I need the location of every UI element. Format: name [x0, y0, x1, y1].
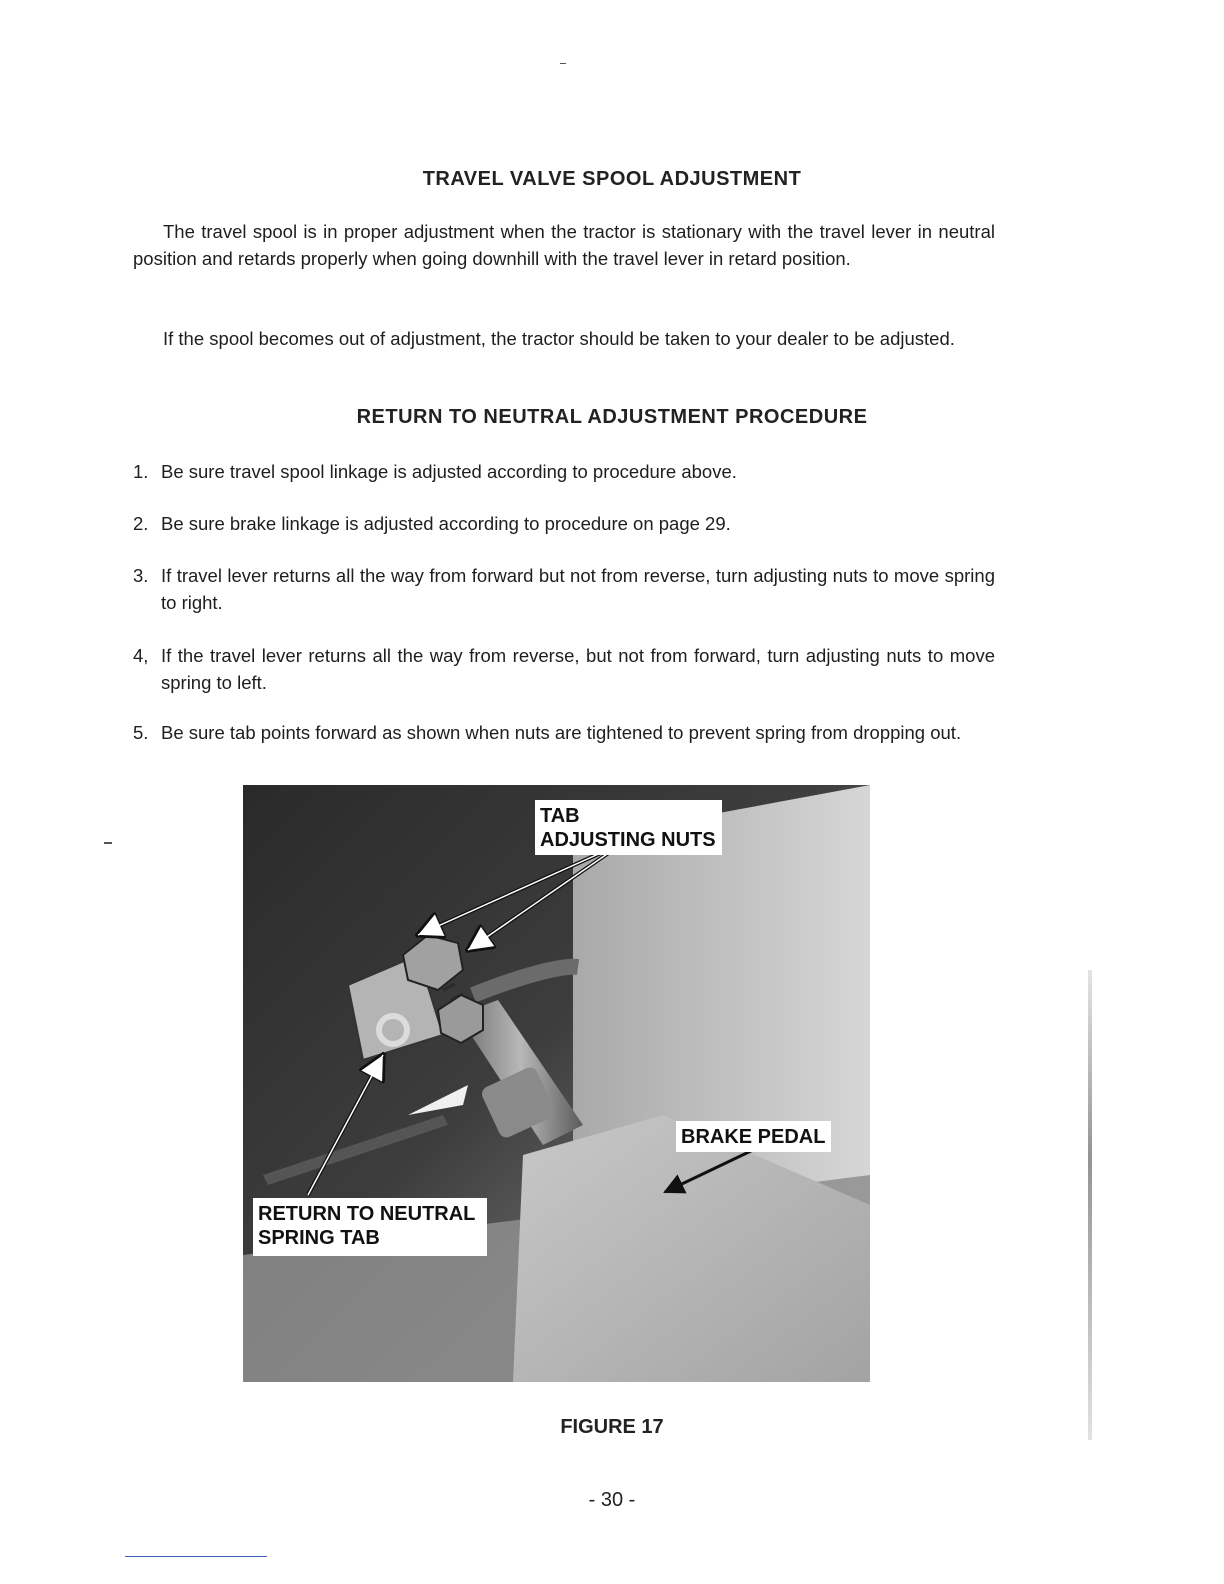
step-text: If the travel lever returns all the way from reverse, but not from forward, turn adjusting nuts to move spring to left. — [161, 645, 995, 693]
scan-speck — [104, 842, 112, 844]
section-heading-return-to-neutral: RETURN TO NEUTRAL ADJUSTMENT PROCEDURE — [356, 406, 868, 428]
label-spring-line1: RETURN TO NEUTRAL — [258, 1203, 476, 1225]
label-spring-line2: SPRING TAB — [258, 1227, 380, 1249]
list-item — [133, 719, 995, 746]
figure-caption: FIGURE 17 — [560, 1416, 664, 1438]
step-text: Be sure brake linkage is adjusted according to procedure on page 29. — [161, 513, 731, 534]
list-item — [133, 642, 995, 696]
step-number: 4, — [133, 645, 149, 666]
step-text: Be sure travel spool linkage is adjusted according to procedure above. — [161, 461, 737, 482]
figure-photo-drawing — [243, 785, 870, 1382]
footer-rule — [125, 1556, 267, 1557]
list-item — [133, 458, 995, 485]
label-return-to-neutral-spring-tab — [253, 1198, 487, 1256]
step-number: 5. — [133, 722, 149, 743]
paragraph-dealer-text: If the spool becomes out of adjustment, the tractor should be taken to your dealer to be adjusted. — [163, 328, 955, 349]
step-number: 2. — [133, 513, 149, 534]
list-item — [133, 510, 995, 537]
page-number: - 30 - — [588, 1489, 636, 1511]
label-brake-pedal — [676, 1121, 831, 1152]
step-number: 3. — [133, 565, 149, 586]
paragraph-dealer — [133, 325, 995, 352]
paragraph-travel-spool — [133, 218, 995, 272]
label-brake-text: BRAKE PEDAL — [681, 1126, 826, 1148]
list-item — [133, 562, 995, 616]
scan-speck — [560, 63, 566, 64]
step-text: Be sure tab points forward as shown when nuts are tightened to prevent spring from dropping out. — [161, 722, 962, 743]
figure-photo — [243, 785, 870, 1382]
scan-margin-artifact — [1088, 970, 1092, 1440]
label-tab-adjusting-nuts — [535, 800, 722, 855]
label-tab-line1: TAB — [540, 805, 580, 827]
step-text: If travel lever returns all the way from forward but not from reverse, turn adjusting nuts to move spring to right. — [161, 565, 995, 613]
section-heading-travel-valve: TRAVEL VALVE SPOOL ADJUSTMENT — [422, 168, 802, 190]
paragraph-travel-spool-text: The travel spool is in proper adjustment when the tractor is stationary with the travel lever in neutral position and retards properly when going downhill with the travel lever in retard position. — [133, 221, 995, 269]
label-tab-line2: ADJUSTING NUTS — [540, 829, 716, 851]
step-number: 1. — [133, 461, 149, 482]
